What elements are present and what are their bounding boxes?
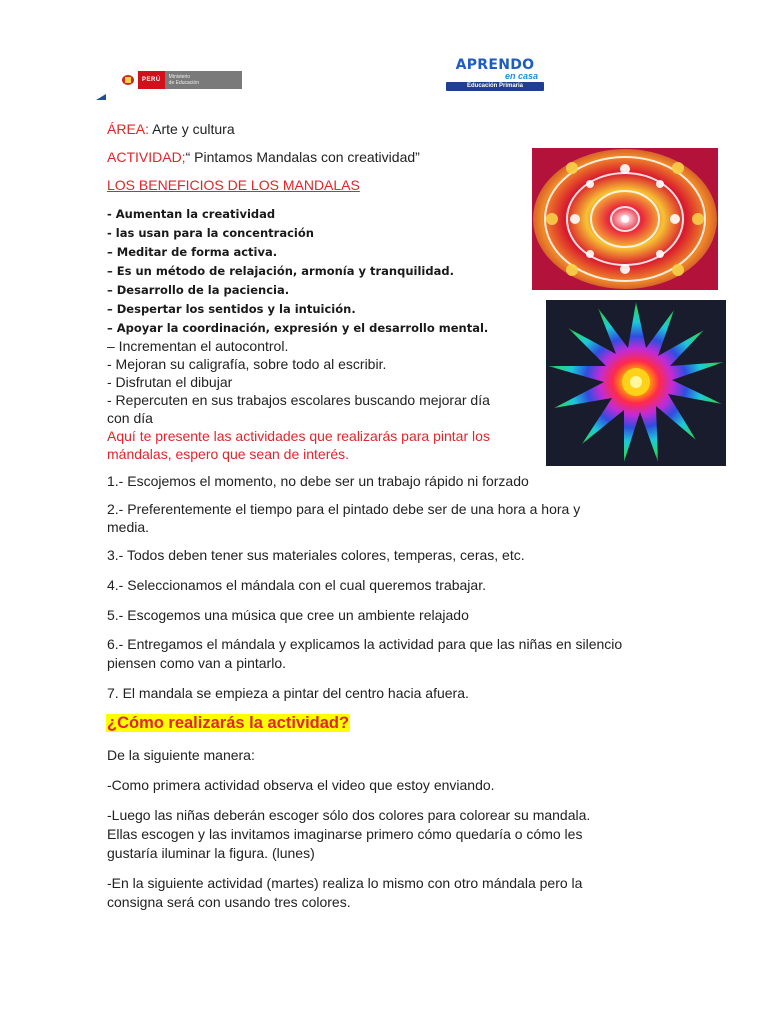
list-item: con día [107,410,153,426]
list-item: – Es un método de relajación, armonía y tranquilidad. [107,264,454,278]
aprendo-title: APRENDO [455,57,535,73]
list-item: – Despertar los sentidos y la intuición. [107,302,356,316]
list-item: - Repercuten en sus trabajos escolares buscando mejorar día [107,392,490,408]
ministry-logo [118,70,242,90]
paragraph-dos-colores-cont2: gustaría iluminar la figura. (lunes) [107,845,315,861]
list-item: – Desarrollo de la paciencia. [107,283,290,297]
list-item: – Meditar de forma activa. [107,245,278,259]
list-item: - las usan para la concentración [107,226,314,240]
aprendo-band: Educación Primaria [446,82,544,91]
paragraph-tres-colores: -En la siguiente actividad (martes) realiza lo mismo con otro mándala pero la [107,875,583,891]
aprendo-subtitle: en casa [504,71,538,81]
list-item: - Aumentan la creatividad [107,207,276,221]
intro-text: Aquí te presente las actividades que realizarás para pintar los mándalas, espero que sean de interés. [107,428,490,462]
como-heading: ¿Cómo realizarás la actividad? [107,714,350,732]
aprendo-en-casa-logo [446,58,544,94]
step-3: 3.- Todos deben tener sus materiales colores, temperas, ceras, etc. [107,547,525,563]
paragraph-tres-colores-cont: consigna será con usando tres colores. [107,894,351,910]
plain-benefits-list [107,337,490,427]
area-line: ÁREA: Arte y cultura [107,121,235,137]
paragraph-dos-colores: -Luego las niñas deberán escoger sólo dos colores para colorear su mandala. [107,807,591,823]
mandala-image-star [546,300,726,466]
step-2: 2.- Preferentemente el tiempo para el pintado debe ser de una hora a hora y [107,501,581,517]
paragraph-dos-colores-cont: Ellas escogen y las invitamos imaginarse primero cómo quedaría o cómo les [107,826,583,842]
step-2-cont: media. [107,519,150,535]
list-item: - Disfrutan el dibujar [107,374,233,390]
list-item: – Incrementan el autocontrol. [107,338,289,354]
ministry-name: Ministerio de Educación [165,71,242,89]
paragraph-intro: De la siguiente manera: [107,747,255,763]
header-corner-mark [96,94,106,100]
step-5: 5.- Escogemos una música que cree un ambiente relajado [107,607,469,623]
beneficios-heading: LOS BENEFICIOS DE LOS MANDALAS [107,177,360,193]
peru-label: PERÚ [138,71,165,89]
paragraph-video: -Como primera actividad observa el video que estoy enviando. [107,777,495,793]
step-7: 7. El mandala se empieza a pintar del centro hacia afuera. [107,685,469,701]
list-item: – Apoyar la coordinación, expresión y el desarrollo mental. [107,321,489,335]
list-item: - Mejoran su caligrafía, sobre todo al escribir. [107,356,387,372]
actividad-line: ACTIVIDAD;“ Pintamos Mandalas con creatividad” [107,149,420,165]
step-4: 4.- Seleccionamos el mándala con el cual queremos trabajar. [107,577,486,593]
step-6-cont: piensen como van a pintarlo. [107,655,286,671]
mandala-image-red [532,148,718,290]
peru-shield-icon [118,71,138,89]
step-6: 6.- Entregamos el mándala y explicamos la actividad para que las niñas en silencio [107,636,623,652]
bold-benefits-list [107,205,488,338]
step-1: 1.- Escojemos el momento, no debe ser un trabajo rápido ni forzado [107,473,529,489]
